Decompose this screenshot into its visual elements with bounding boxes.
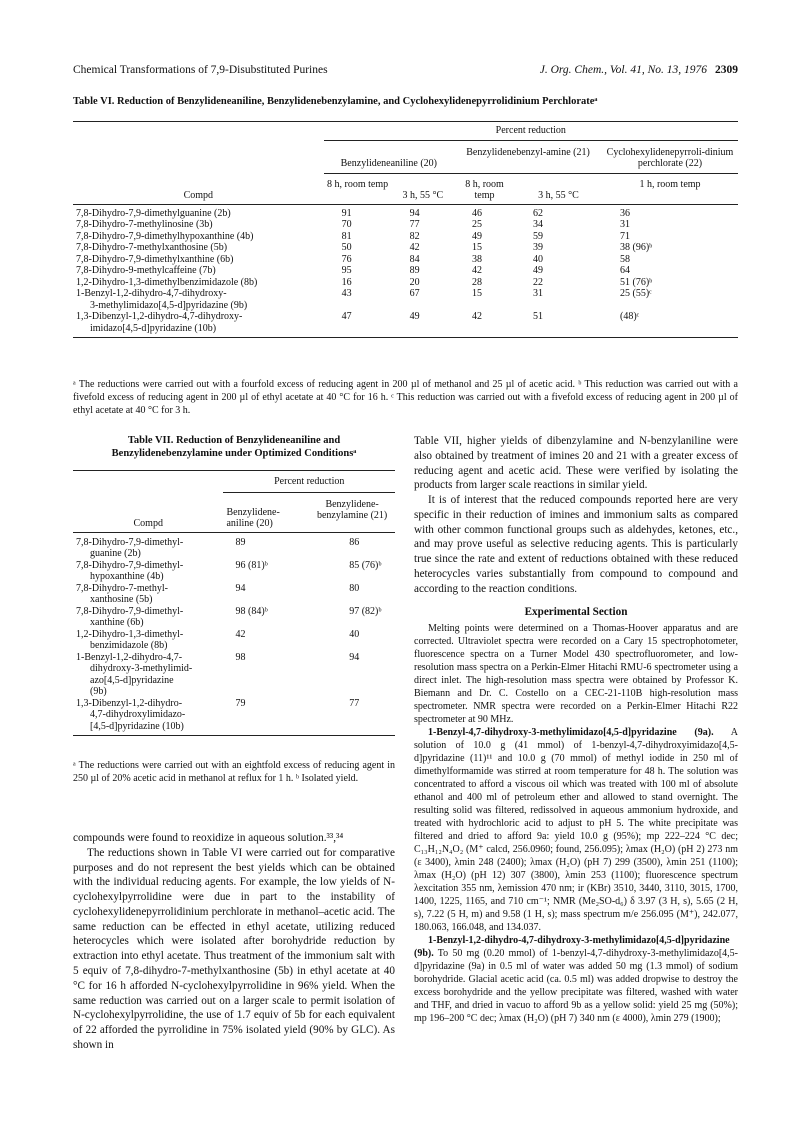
table6-cond-1h: 1 h, room temp (639, 178, 701, 190)
table6 (73, 121, 738, 338)
table-row: 7,8-Dihydro-7-methylxanthosine (5b) 50 42 15 39 38 (96)ᵇ (76, 242, 653, 253)
table-row: 1-Benzyl-1,2-dihydro-4,7-dihydroxy- 3-methylimidazo[4,5-d]pyridazine (9b) 43 67 15 31 25 (55)ᶜ (76, 288, 652, 311)
paragraph: Melting points were determined on a Thomas-Hoover apparatus and are corrected. Ultraviolet spectra were recorded on a Cary 15 spectrophotometer, fluorescence spectra on a Turner Model 430 spectrofluorometer, and low-resolution mass spectra on a Perkin-Elmer Hitachi RMU-6 spectrometer using a direct inlet. The high-resolution mass spectra were obtained by Professor K. Biemann and Dr. C. Costello on a CEC-21-110B high-resolution mass spectrometer. NMR spectra were recorded on a Perkin-Elmer Hitachi R22 spectrometer at 90 MHz. (414, 623, 738, 726)
table6-reagent-21: Benzylidenebenzyl-amine (21) (454, 140, 602, 173)
table-row: 7,8-Dihydro-7,9-dimethylxanthine (6b) 76 84 38 40 58 (76, 253, 630, 265)
table6-reagent-20: Benzylideneaniline (20) (324, 140, 454, 173)
table6-footnote: ᵃ The reductions were carried out with a fourfold excess of reducing agent in 200 µl of methanol and 25 µl of acetic acid. ᵇ This reduction was carried out with a fivefold excess of reducing agent in 200 µl of ethyl acetate at 40 °C for 16 h. ᶜ This reduction was carried out with a fivefold excess of reducing agent in 200 µl of ethyl acetate at 40 °C for 3 h. (73, 379, 738, 416)
page-number: 2309 (715, 64, 738, 76)
table-row: 7,8-Dihydro-7,9-dimethylguanine (2b) 91 94 46 62 36 (76, 207, 630, 219)
compound-heading: 1-Benzyl-4,7-dihydroxy-3-methylimidazo[4,5-d]pyridazine (9a). (428, 727, 714, 739)
table-row: 1,2-Dihydro-1,3-dimethyl- benzimidazole (8b) 42 40 (76, 628, 360, 651)
table6-reagent-22: Cyclohexylidenepyrroli-dinium perchlorate (22) (602, 140, 738, 173)
table7-footnote: ᵃ The reductions were carried out with an eightfold excess of reducing agent in 250 µl of 20% acetic acid in methanol at reflux for 1 h. ᵇ Isolated yield. (73, 760, 395, 784)
table7-group-header: Percent reduction (223, 471, 395, 493)
table7-col-21: Benzylidene-benzylamine (21) (316, 498, 388, 521)
table6-cond-8h: 8 h, room temp (465, 178, 504, 201)
running-title: Chemical Transformations of 7,9-Disubstituted Purines (73, 64, 328, 76)
table6-cond-3h: 3 h, 55 °C (538, 190, 579, 201)
table6-compd-header: Compd (183, 190, 214, 201)
table6-group-header: Percent reduction (324, 122, 738, 141)
table6-caption: Table VI. Reduction of Benzylideneaniline, Benzylidenebenzylamine, and Cyclohexylidenepyrrolidinium Perchlorateᵃ (73, 96, 598, 107)
table-row: 1,2-Dihydro-1,3-dimethylbenzimidazole (8b) 16 20 28 22 51 (76)ᵇ (76, 276, 653, 288)
table-row: 7,8-Dihydro-7,9-dimethylhypoxanthine (4b) 81 82 49 59 71 (76, 230, 630, 242)
paragraph: The reductions shown in Table VI were carried out for comparative purposes and do not represent the best yields which can be obtained with the individual reducing agents. For example, the low yields of N-cyclohexylpyrrolidine were due in part to the instability of cyclohexylidenepyrrolidinium perchlorate in methanol–acetic acid. The same reduction can be effected in ethyl acetate, utilizing reduced heterocycles which were isolated after borohydride reduction by extraction into ethyl acetate. Thus treatment of the immonium salt with 5 equiv of 7,8-dihydro-7-methylxanthosine (5b) in ethyl acetate at 40 °C for 16 h afforded N-cyclohexylpyrrolidine in 96% yield. When the same reduction was carried out on a larger scale to permit isolation of N-cyclohexylpyrrolidine, the use of 1.7 equiv of 5b for each equivalent of 22 afforded the pyrrolidine in 75% isolated yield (90% by GLC). As shown in (73, 846, 395, 1051)
section-title: Experimental Section (524, 605, 628, 618)
table-row: 7,8-Dihydro-7,9-dimethyl- hypoxanthine (4b) 96 (81)ᵇ 85 (76)ᵇ (76, 559, 382, 582)
paragraph: Table VII, higher yields of dibenzylamine and N-benzylaniline were also obtained by treatment of imines 20 and 21 with a greater excess of reducing agent and acetic acid. These were verified by isolating the products from larger scale reactions in similar yield. (414, 435, 738, 492)
left-column-text (73, 831, 395, 1053)
paragraph: 1-Benzyl-1,2-dihydro-4,7-dihydroxy-3-methylimidazo[4,5-d]pyridazine (9b). To 50 mg (0.20 mmol) of 1-benzyl-4,7-dihydroxy-3-methylimidazo[4,5-d]pyridazine (9a) in 0.5 ml of water was added 50 mg (1.3 mmol) of sodium borohydride. Glacial acetic acid (ca. 0.5 ml) was added dropwise to destroy the excess borohydride and the yellow precipitate was filtered, washed with water and THF, and dried in vacuo to afford 9b as a yellow solid: yield 25 mg (50%); mp 196–200 °C dec; λmax (H₂O) (pH 7) 340 nm (ε 4000), λmin 279 (1900); (414, 935, 738, 1025)
table7 (73, 470, 395, 736)
paragraph: It is of interest that the reduced compounds reported here are very specific in their reduction of imines and immonium salts as compared with other common functional groups such as aldehydes, ketones, etc., and may prove useful as selective reducing agents. This is particularly true since the rate and extent of reductions obtained with these reduced heterocycles varies substantially from compound to compound and according to the reaction conditions. (414, 494, 738, 595)
paragraph: compounds were found to reoxidize in aqueous solution.³³,³⁴ (73, 832, 344, 844)
table7-col-20: Benzylidene-aniline (20) (226, 506, 280, 529)
table-row: 7,8-Dihydro-9-methylcaffeine (7b) 95 89 42 49 64 (76, 265, 630, 276)
table-row: 7,8-Dihydro-7-methyl- xanthosine (5b) 94 80 (76, 582, 360, 605)
table-row: 7,8-Dihydro-7,9-dimethyl- guanine (2b) 89 86 (76, 536, 360, 559)
journal-citation: J. Org. Chem., Vol. 41, No. 13, 1976 2309 (539, 64, 738, 76)
compound-heading: 1-Benzyl-1,2-dihydro-4,7-dihydroxy-3-methylimidazo[4,5-d]pyridazine (9b). (414, 935, 730, 960)
table-row: 1,3-Dibenzyl-1,2-dihydro- 4,7-dihydroxylimidazo- [4,5-d]pyridazine (10b) 79 77 (73, 698, 395, 736)
table-row: 1-Benzyl-1,2-dihydro-4,7- dihydroxy-3-methylimid- azo[4,5-d]pyridazine (9b) 98 94 (76, 651, 360, 697)
table-row: 7,8-Dihydro-7,9-dimethyl- xanthine (6b) 98 (84)ᵇ 97 (82)ᵇ (76, 605, 382, 628)
table-row: 7,8-Dihydro-7-methylinosine (3b) 70 77 25 34 31 (76, 219, 630, 230)
table7-caption: Table VII. Reduction of Benzylideneaniline and Benzylidenebenzylamine under Optimized Conditionsᵃ (111, 435, 357, 460)
right-column-text (414, 434, 738, 1025)
table-row: 1,3-Dibenzyl-1,2-dihydro-4,7-dihydroxy- imidazo[4,5-d]pyridazine (10b) 47 49 42 51 (48)ᶜ (73, 311, 738, 338)
table7-compd-header: Compd (133, 518, 163, 529)
paragraph: 1-Benzyl-4,7-dihydroxy-3-methylimidazo[4,5-d]pyridazine (9a). A solution of 10.0 g (41 mmol) of 1-benzyl-4,7-dihydroxyimidazo[4,5-d]pyridazine (11)¹¹ and 10.0 g (70 mmol) of methyl iodide in 250 ml of dimethylformamide was stirred at room temperature for 48 h. The solution was concentrated to afford a viscous oil which was treated with 100 ml of absolute ethanol and 400 ml of petroleum ether and allowed to stand overnight. The resulting solid was filtered, redissolved in aqueous ammonium hydroxide, and treated with hydrochloric acid to adjust to pH 5. The white precipitate was filtered and dried to afford 9a: yield 10.0 g (95%); mp 222–224 °C dec; C₁₃H₁₂N₄O₂ (M⁺ calcd, 256.0960; found, 256.095); λmax (H₂O) (pH 2) 273 nm (ε 3400), λmin 248 (2400); λmax (H₂O) (pH 7) 299 (3500), λmin 251 (1100); λmax (H₂O) (pH 12) 307 (3800), λmin 253 (1100); fluorescence spectrum λexcitation 355 nm, λemission 470 nm; ir (KBr) 3510, 3440, 3110, 3015, 1700, 1400, 1225, 1165, and 710 cm⁻¹; NMR (Me₂SO-d₆) δ 3.97 (3 H, s), 5.65 (2 H, s), 7.22 (5 H, m) and 9.58 (1 H, s); mass spectrum m/e 256.095 (M⁺), 242.077, 180.063, 166.048, and 134.037. (414, 727, 738, 934)
table6-cond-3h: 3 h, 55 °C (402, 190, 444, 201)
table6-cond-8h: 8 h, room temp (327, 178, 389, 190)
